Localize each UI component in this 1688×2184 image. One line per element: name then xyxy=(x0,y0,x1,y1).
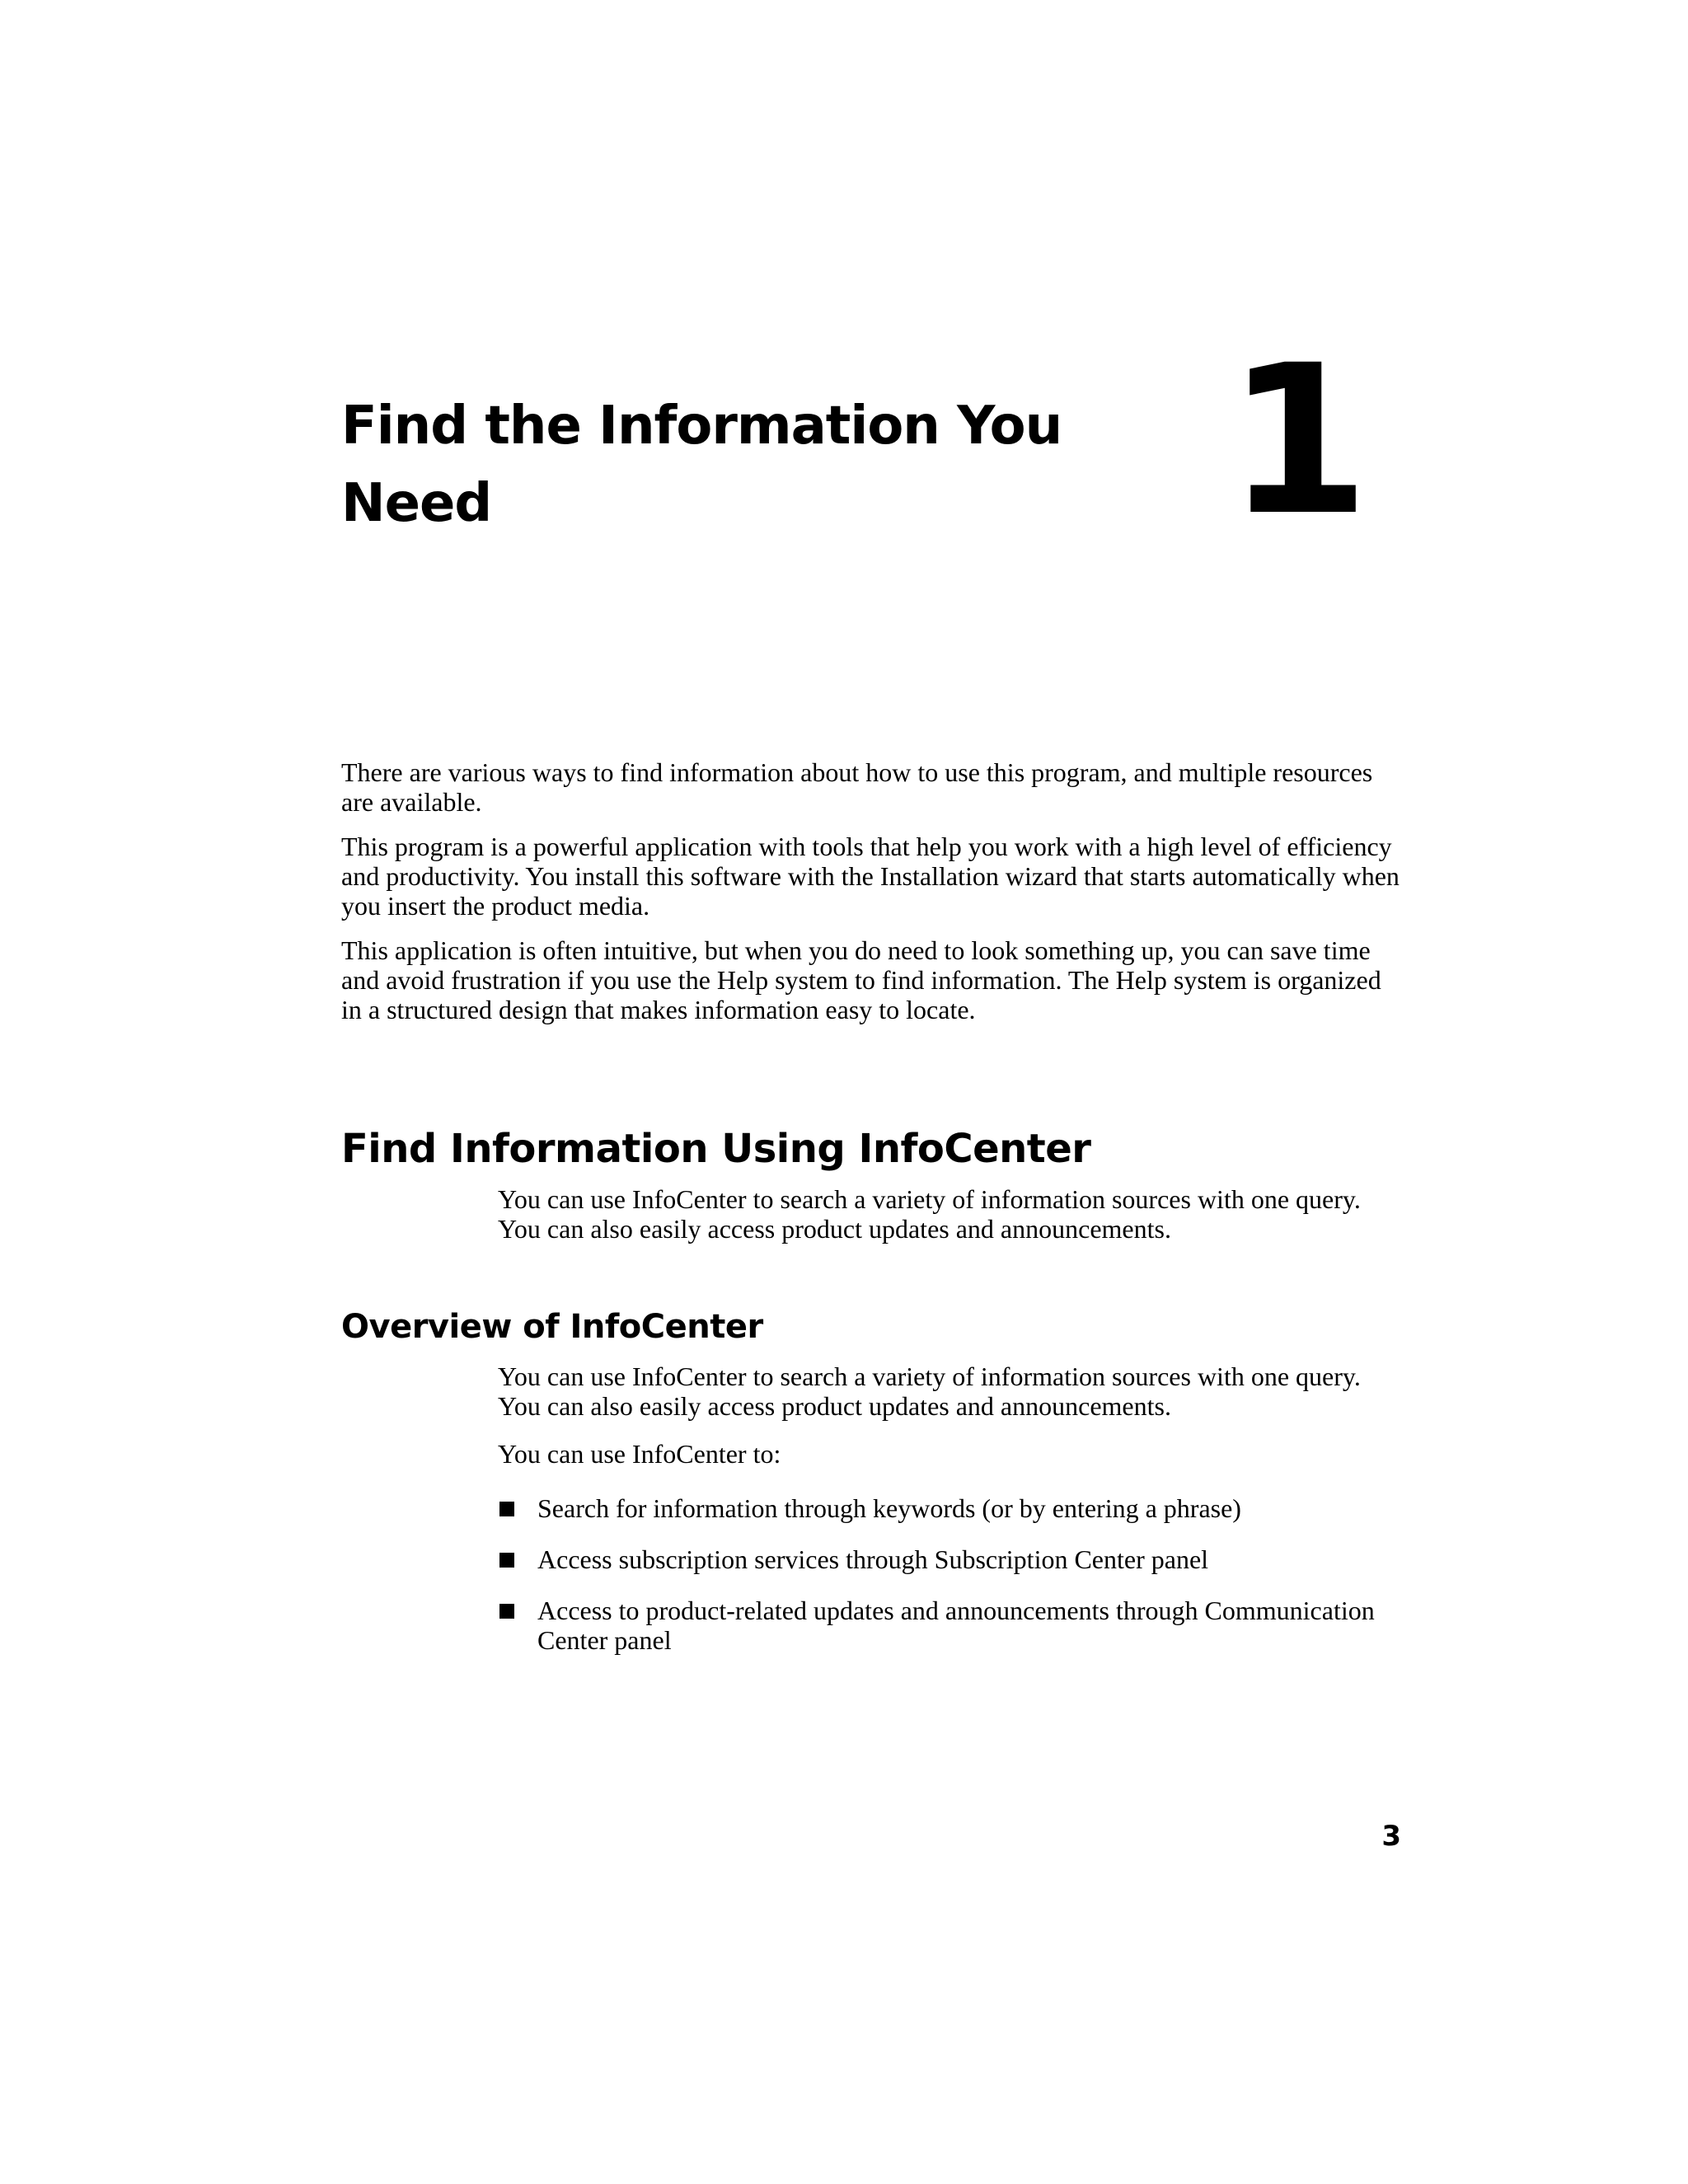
list-item xyxy=(498,1544,1404,1574)
intro-section xyxy=(341,757,1404,1024)
chapter-title xyxy=(341,387,1083,542)
section-paragraph: You can use InfoCenter to search a variety of information sources with one query. You can also easily access product updates and announcements. xyxy=(498,1184,1361,1244)
section-heading-infocenter: Find Information Using InfoCenter xyxy=(341,1126,1091,1172)
intro-paragraph: This application is often intuitive, but when you do need to look something up, you can save time and avoid frustration if you use the Help system to find information. The Help system is organized in a structured design that makes information easy to locate. xyxy=(341,935,1381,1024)
square-bullet-icon xyxy=(499,1604,514,1619)
section-infocenter-body xyxy=(498,1184,1404,1244)
square-bullet-icon xyxy=(499,1553,514,1568)
list-item xyxy=(498,1493,1404,1523)
square-bullet-icon xyxy=(499,1502,514,1516)
section-paragraph: You can use InfoCenter to: xyxy=(498,1439,781,1469)
intro-paragraph: There are various ways to find information about how to use this program, and multiple resources are available. xyxy=(341,757,1373,817)
bullet-list xyxy=(498,1493,1404,1676)
section-heading-overview: Overview of InfoCenter xyxy=(341,1308,763,1346)
chapter-title-line1: Find the Information You xyxy=(341,396,1062,457)
list-item-text: Search for information through keywords (or by entering a phrase) xyxy=(537,1493,1241,1523)
list-item-text: Access subscription services through Subscription Center panel xyxy=(537,1544,1209,1574)
intro-paragraph: This program is a powerful application with tools that help you work with a high level of efficiency and productivity. You install this software with the Installation wizard that starts automatically when you insert the product media. xyxy=(341,832,1400,921)
page-number: 3 xyxy=(1381,1820,1401,1853)
list-item xyxy=(498,1596,1404,1655)
section-paragraph: You can use InfoCenter to search a variety of information sources with one query. You can also easily access product updates and announcements. xyxy=(498,1361,1361,1421)
list-item-text: Access to product-related updates and announcements through Communication Center panel xyxy=(537,1596,1375,1655)
chapter-title-line2: Need xyxy=(341,473,492,534)
section-overview-body xyxy=(498,1361,1404,1469)
chapter-number: 1 xyxy=(1226,321,1370,560)
